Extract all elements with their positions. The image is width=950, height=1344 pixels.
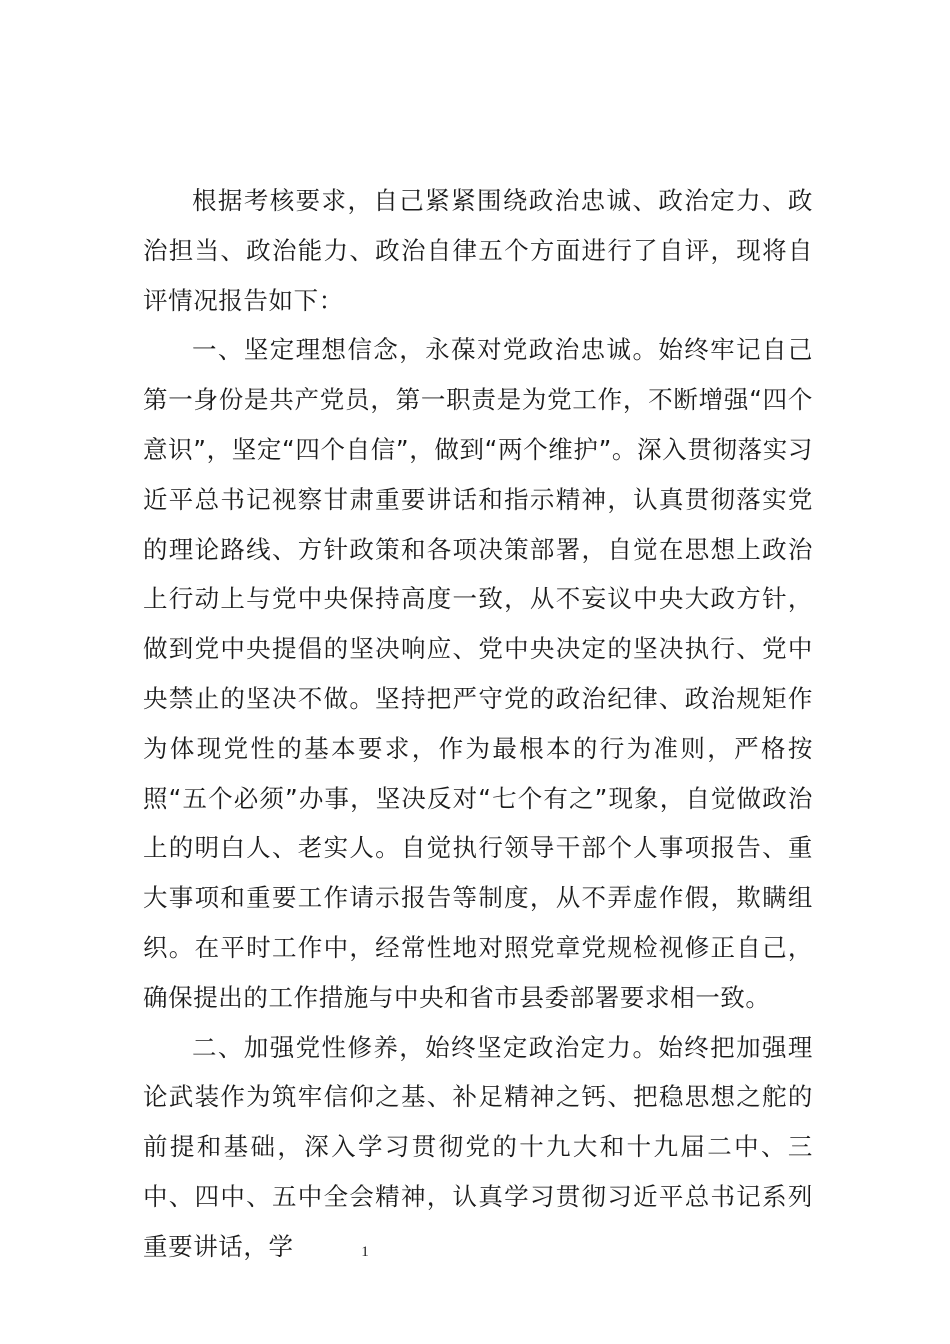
page-number: 1 xyxy=(361,1244,369,1260)
document-body xyxy=(143,176,813,1272)
paragraph-section-two: 二、加强党性修养，始终坚定政治定力。始终把加强理论武装作为筑牢信仰之基、补足精神之钙、把稳思想之舵的前提和基础，深入学习贯彻党的十九大和十九届二中、三中、四中、五中全会精神，认真学习贯彻习近平总书记系列重要讲话，学 xyxy=(143,1032,813,1261)
paragraph-intro: 根据考核要求，自己紧紧围绕政治忠诚、政治定力、政治担当、政治能力、政治自律五个方面进行了自评，现将自评情况报告如下： xyxy=(143,186,813,315)
paragraph-section-one: 一、坚定理想信念，永葆对党政治忠诚。始终牢记自己第一身份是共产党员，第一职责是为党工作，不断增强“四个意识”，坚定“四个自信”，做到“两个维护”。深入贯彻落实习近平总书记视察甘肃重要讲话和指示精神，认真贯彻落实党的理论路线、方针政策和各项决策部署，自觉在思想上政治上行动上与党中央保持高度一致，从不妄议中央大政方针，做到党中央提倡的坚决响应、党中央决定的坚决执行、党中央禁止的坚决不做。坚持把严守党的政治纪律、政治规矩作为体现党性的基本要求，作为最根本的行为准则，严格按照“五个必须”办事，坚决反对“七个有之”现象，自觉做政治上的明白人、老实人。自觉执行领导干部个人事项报告、重大事项和重要工作请示报告等制度，从不弄虚作假，欺瞒组织。在平时工作中，经常性地对照党章党规检视修正自己，确保提出的工作措施与中央和省市县委部署要求相一致。 xyxy=(143,335,813,1012)
